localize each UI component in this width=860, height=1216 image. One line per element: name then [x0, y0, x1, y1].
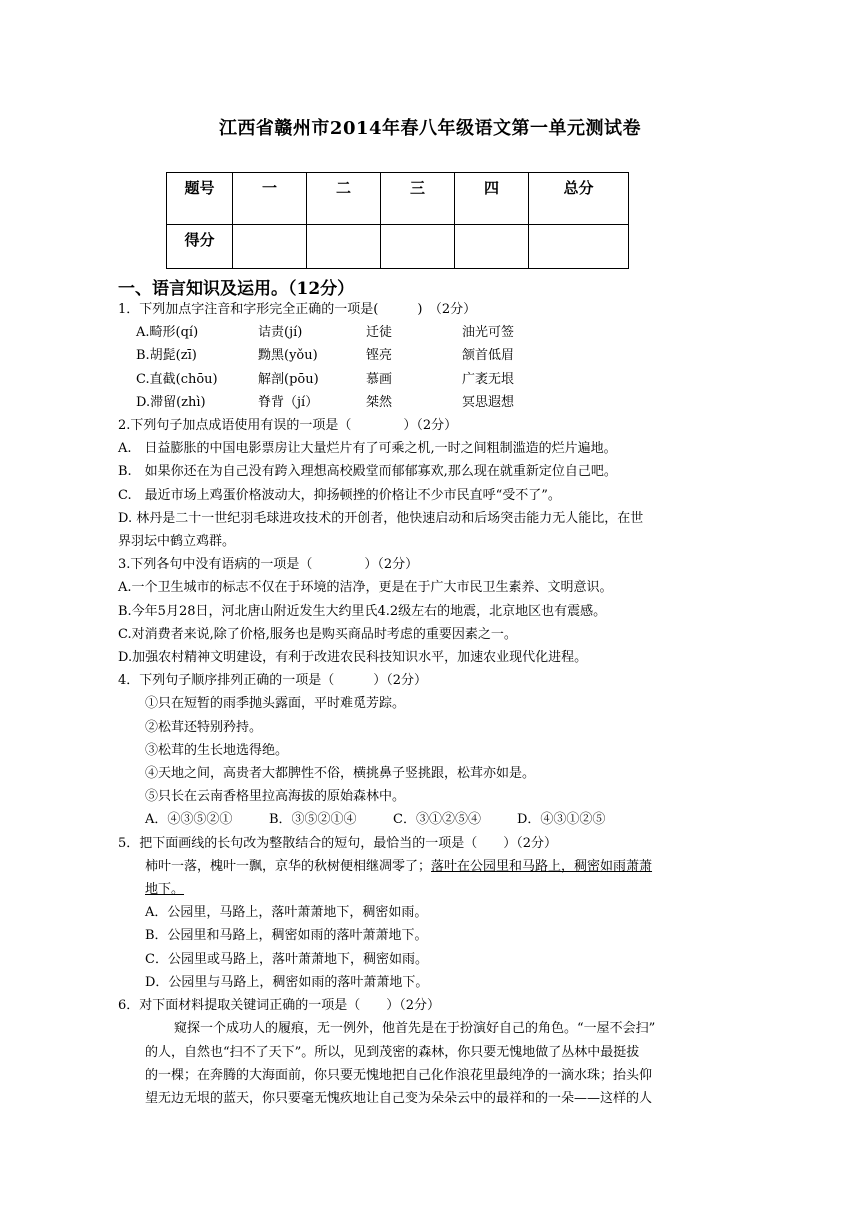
q2-option-d-cont: 界羽坛中鹤立鸡群。 — [118, 534, 236, 550]
q2-stem: 2.下列句子加点成语使用有误的一项是（ ）（2分） — [118, 418, 458, 434]
q5-option: A．公园里，马路上，落叶萧萧地下，稠密如雨。 — [145, 905, 428, 921]
q1-option: 冥思遐想 — [462, 394, 515, 410]
q5-stem: 5．把下面画线的长句改为整散结合的短句，最恰当的一项是（ ）（2分） — [118, 835, 558, 851]
q6-passage-line: 窥探一个成功人的履痕，无一例外，他首先是在于扮演好自己的角色。“一屋不会扫” — [174, 1021, 656, 1037]
q3-option-d: D.加强农村精神文明建设，有利于改进农民科技知识水平，加速农业现代化进程。 — [118, 650, 588, 666]
score-row-label: 得分 — [167, 225, 233, 269]
question-body — [118, 298, 742, 1110]
q1-option-row — [118, 391, 742, 414]
q1-option: 诘责(jí) — [258, 325, 303, 341]
score-cell[interactable] — [307, 225, 381, 269]
q5-passage-underlined: 落叶在公园里和马路上，稠密如雨萧萧 — [431, 858, 653, 874]
q2-option-d: D. 林丹是二十一世纪羽毛球进攻技术的开创者，他快速启动和后场突击能力无人能比，在世 — [118, 510, 644, 526]
q1-option: 油光可签 — [462, 325, 515, 341]
score-table — [166, 172, 629, 269]
q1-option: D.滞留(zhì) — [136, 394, 206, 410]
q4-sentence: ⑤只长在云南香格里拉高海拔的原始森林中。 — [145, 789, 406, 805]
q4-option: B．③⑤②①④ — [269, 812, 357, 828]
score-header-cell: 题号 — [167, 173, 233, 225]
q1-option-row — [118, 321, 742, 344]
section-heading: 一、语言知识及运用。（12分） — [118, 279, 355, 299]
score-header-cell: 总分 — [529, 173, 629, 225]
score-cell[interactable] — [233, 225, 307, 269]
score-header-cell: 四 — [455, 173, 529, 225]
q1-option: 脊背（jí） — [258, 394, 319, 410]
q3-stem: 3.下列各句中没有语病的一项是（ ）（2分） — [118, 557, 419, 573]
q3-option-b: B.今年5月28日，河北唐山附近发生大约里氏4.2级左右的地震，北京地区也有震感。 — [118, 603, 607, 619]
q4-option: C．③①②⑤④ — [393, 812, 481, 828]
q1-option: 铿亮 — [366, 348, 393, 364]
q2-option-b: B. 如果你还在为自己没有跨入理想高校殿堂而郁郁寡欢,那么现在就重新定位自己吧。 — [118, 464, 617, 480]
q5-passage-cont — [118, 878, 742, 901]
q1-option: 广袤无垠 — [462, 371, 515, 387]
q6-stem: 6．对下面材料提取关键词正确的一项是（ ）（2分） — [118, 998, 441, 1014]
q1-option: 迁徒 — [366, 325, 393, 341]
exam-title: 江西省赣州市2014年春八年级语文第一单元测试卷 — [218, 118, 642, 139]
q5-option: C．公园里或马路上，落叶萧萧地下，稠密如雨。 — [145, 951, 428, 967]
q4-stem: 4．下列句子顺序排列正确的一项是（ ）（2分） — [118, 673, 428, 689]
q1-option: 黝黑(yǒu) — [258, 348, 318, 364]
score-table-score-row — [167, 225, 629, 269]
q6-passage-line: 的一棵；在奔腾的大海面前，你只要无愧地把自己化作浪花里最纯净的一滴水珠；抬头仰 — [145, 1067, 653, 1083]
score-header-cell: 一 — [233, 173, 307, 225]
q6-passage-line: 望无边无垠的蓝天，你只要毫无愧疚地让自己变为朵朵云中的最祥和的一朵——这样的人 — [145, 1090, 653, 1106]
q1-option: B.胡髭(zī) — [136, 348, 197, 364]
score-cell[interactable] — [455, 225, 529, 269]
q1-option: C.直截(chōu) — [136, 371, 218, 387]
score-header-cell: 三 — [381, 173, 455, 225]
q1-stem: 1．下列加点字注音和字形完全正确的一项是( ) （2分） — [118, 302, 477, 317]
q5-passage — [118, 855, 742, 878]
q1-option: A.畸形(qí) — [136, 325, 199, 341]
q1-option: 颔首低眉 — [462, 348, 515, 364]
q5-option: B．公园里和马路上，稠密如雨的落叶萧萧地下。 — [145, 928, 428, 944]
q4-sentence: ①只在短暂的雨季抛头露面，平时难觅芳踪。 — [145, 696, 406, 712]
q4-sentence: ④天地之间，高贵者大都脾性不俗，横挑鼻子竖挑跟，松茸亦如是。 — [145, 766, 536, 782]
q1-option: 桀然 — [366, 394, 393, 410]
q1-option: 解剖(pōu) — [258, 371, 319, 387]
score-cell[interactable] — [529, 225, 629, 269]
q5-passage-plain: 柿叶一落，槐叶一飘，京华的秋树便相继凋零了； — [145, 858, 432, 874]
q4-sentence: ②松茸还特别矜持。 — [145, 719, 263, 735]
q2-option-c: C. 最近市场上鸡蛋价格波动大，抑扬顿挫的价格让不少市民直呼“受不了”。 — [118, 487, 561, 503]
q2-option-a: A. 日益膨胀的中国电影票房让大量烂片有了可乘之机,一时之间粗制滥造的烂片遍地。 — [118, 441, 617, 457]
q6-passage-line: 的人，自然也“扫不了天下”。所以，见到茂密的森林，你只要无愧地做了丛林中最挺拔 — [145, 1044, 640, 1060]
q5-passage-underlined-cont: 地下。 — [145, 882, 185, 898]
q4-sentence: ③松茸的生长地选得绝。 — [145, 742, 289, 758]
q3-option-a: A.一个卫生城市的标志不仅在于环境的洁净，更是在于广大市民卫生素养、文明意识。 — [118, 580, 613, 596]
score-cell[interactable] — [381, 225, 455, 269]
q5-option: D．公园里与马路上，稠密如雨的落叶萧萧地下。 — [145, 974, 429, 990]
q4-option-row — [118, 808, 742, 831]
score-table-header-row — [167, 173, 629, 225]
q4-option: A．④③⑤②① — [145, 812, 233, 828]
score-header-cell: 二 — [307, 173, 381, 225]
q1-option: 慕画 — [366, 371, 393, 387]
q1-option-row — [118, 368, 742, 391]
q4-option: D．④③①②⑤ — [517, 812, 606, 828]
q1-option-row — [118, 344, 742, 367]
q3-option-c: C.对消费者来说,除了价格,服务也是购买商品时考虑的重要因素之一。 — [118, 626, 517, 642]
